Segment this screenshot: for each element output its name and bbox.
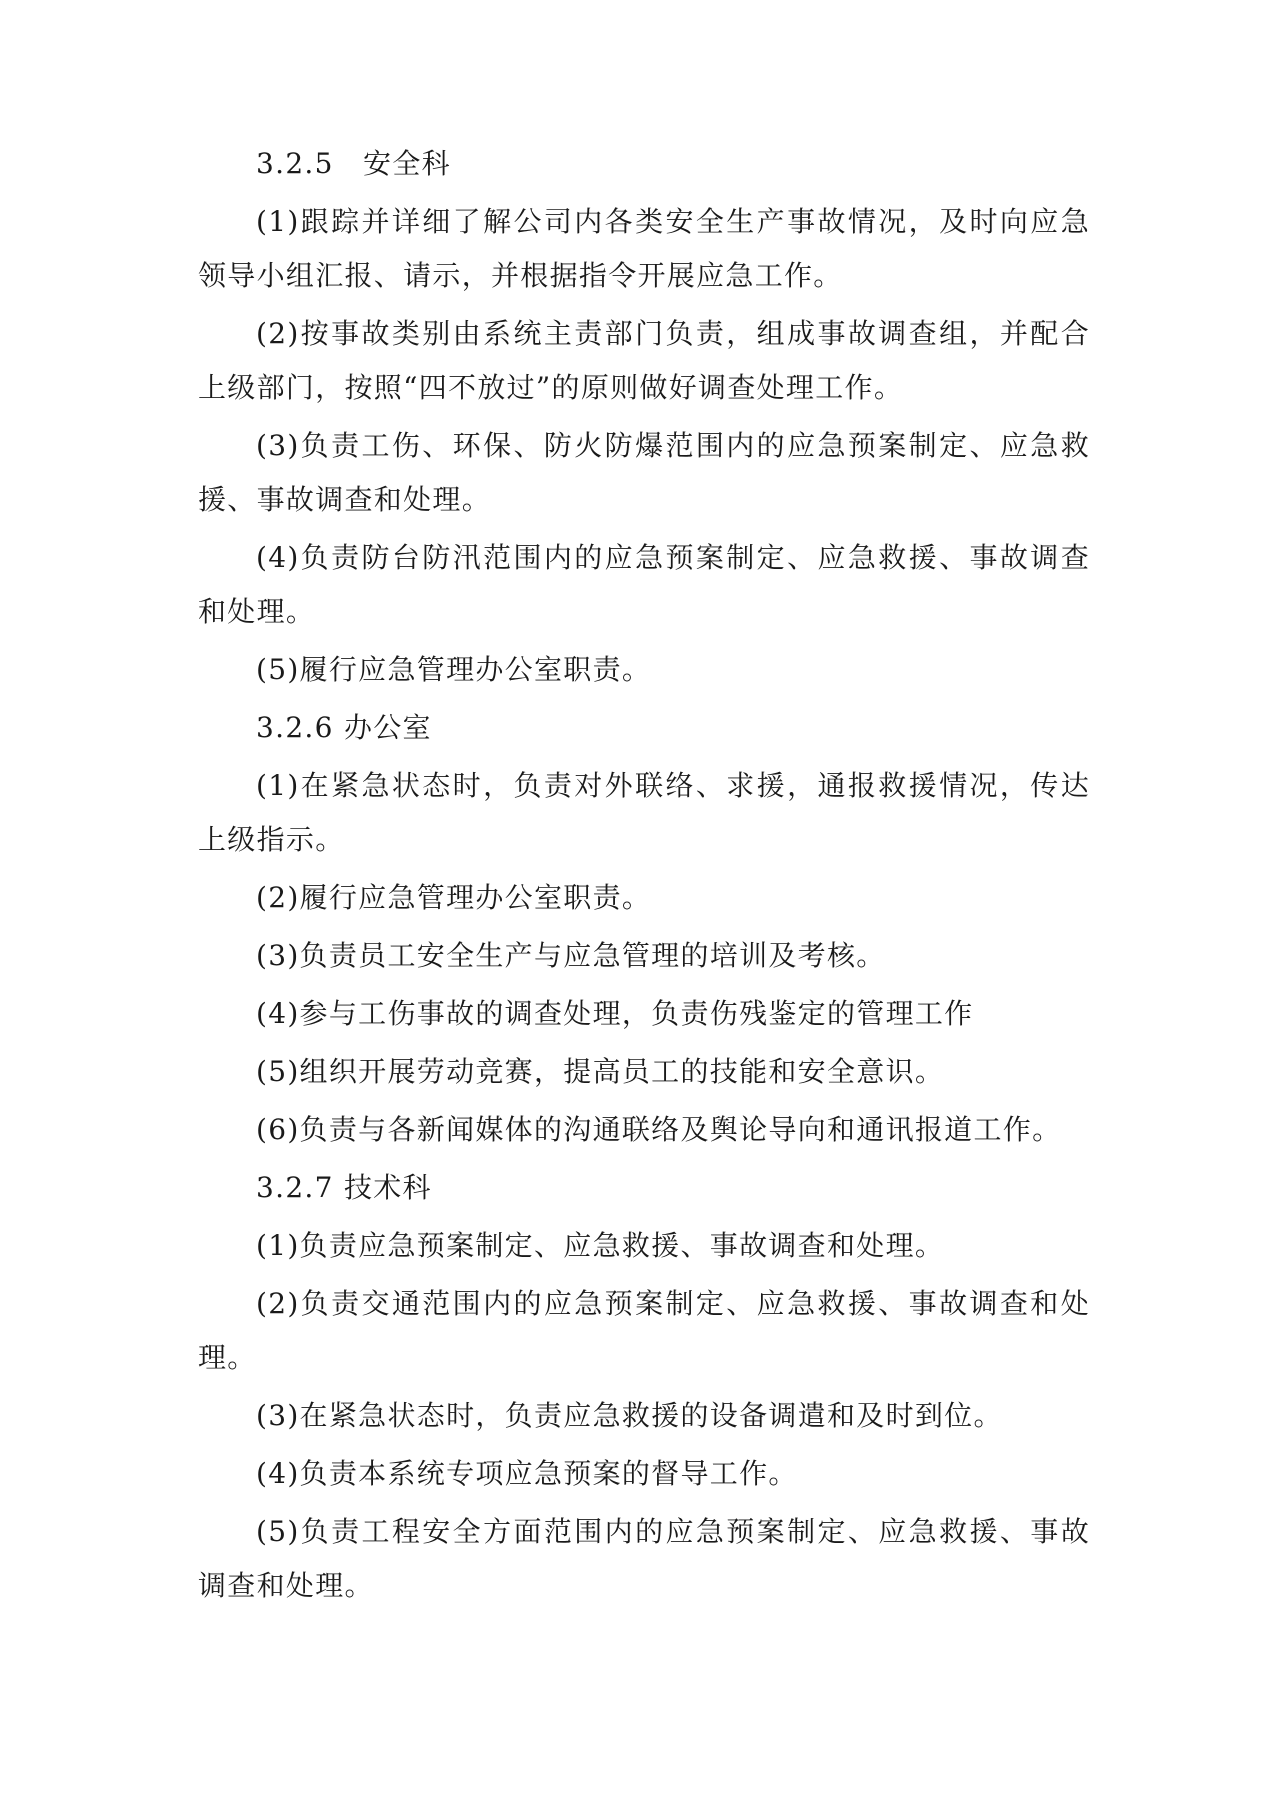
list-item: (6)负责与各新闻媒体的沟通联络及舆论导向和通讯报道工作。 [256,1113,1062,1146]
section-office [198,701,1090,1157]
list-item: (4)负责防台防汛范围内的应急预案制定、应急救援、事故调查和处理。 [198,541,1090,628]
list-item: (1)负责应急预案制定、应急救援、事故调查和处理。 [256,1229,945,1262]
section-heading: 3.2.7 技术科 [256,1171,432,1204]
document-body [198,137,1090,1617]
list-item: (3)负责员工安全生产与应急管理的培训及考核。 [256,939,886,972]
list-item: (3)负责工伤、环保、防火防爆范围内的应急预案制定、应急救援、事故调查和处理。 [198,429,1090,516]
list-item: (1)在紧急状态时，负责对外联络、求援，通报救援情况，传达上级指示。 [198,769,1090,856]
list-item: (3)在紧急状态时，负责应急救援的设备调遣和及时到位。 [256,1399,1003,1432]
section-technology [198,1161,1090,1613]
list-item: (1)跟踪并详细了解公司内各类安全生产事故情况，及时向应急领导小组汇报、请示，并根据指令开展应急工作。 [198,205,1090,292]
list-item: (4)负责本系统专项应急预案的督导工作。 [256,1457,798,1490]
list-item: (2)按事故类别由系统主责部门负责，组成事故调查组，并配合上级部门，按照“四不放过”的原则做好调查处理工作。 [198,317,1090,404]
list-item: (5)组织开展劳动竞赛，提高员工的技能和安全意识。 [256,1055,945,1088]
list-item: (5)负责工程安全方面范围内的应急预案制定、应急救援、事故调查和处理。 [198,1515,1090,1602]
list-item: (4)参与工伤事故的调查处理，负责伤残鉴定的管理工作 [256,997,974,1030]
section-heading: 3.2.6 办公室 [256,711,432,744]
section-safety [198,137,1090,697]
list-item: (5)履行应急管理办公室职责。 [256,653,652,686]
list-item: (2)履行应急管理办公室职责。 [256,881,652,914]
list-item: (2)负责交通范围内的应急预案制定、应急救援、事故调查和处理。 [198,1287,1090,1374]
section-heading: 3.2.5 安全科 [256,147,451,180]
